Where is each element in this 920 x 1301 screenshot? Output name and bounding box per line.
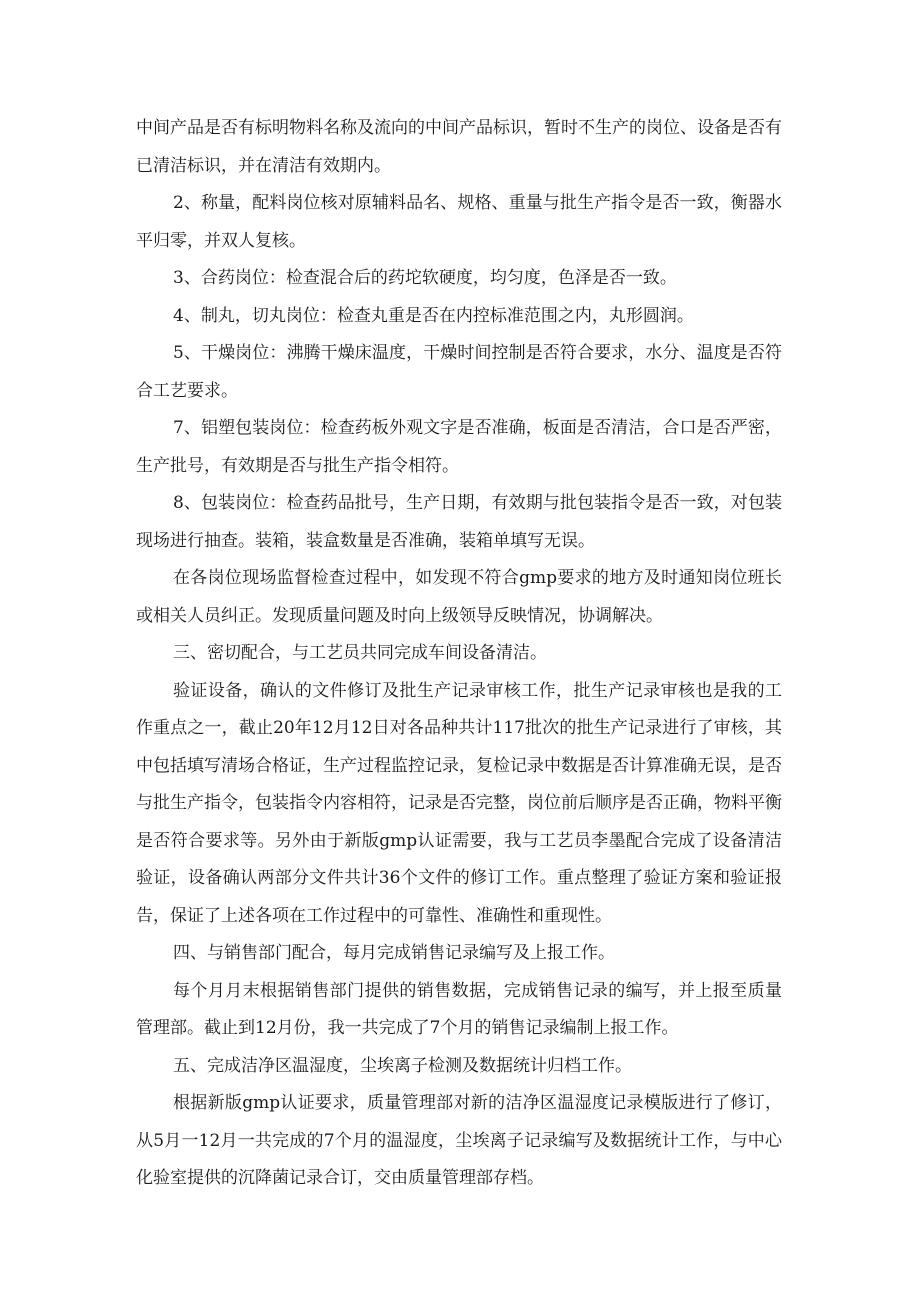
paragraph-blister-packaging: 7、铝塑包装岗位：检查药板外观文字是否准确，板面是否清洁，合口是否严密，生产批号，有效期是否与批生产指令相符。 <box>136 418 782 476</box>
section-heading-4: 四、与销售部门配合，每月完成销售记录编写及上报工作。 <box>173 943 615 963</box>
section-heading-5: 五、完成洁净区温湿度，尘埃离子检测及数据统计归档工作。 <box>173 1055 632 1076</box>
paragraph-pill-making: 4、制丸，切丸岗位：检查丸重是否在内控标准范围之内，丸形圆润。 <box>173 305 694 326</box>
document-body <box>136 110 782 1198</box>
paragraph-cleanroom-records: 根据新版gmp认证要求，质量管理部对新的洁净区温湿度记录模版进行了修订，从5月一12月一共完成的7个月的温湿度，尘埃离子记录编写及数据统计工作，与中心化验室提供的沉降菌记录合订，交由质量管理部存档。 <box>136 1093 782 1188</box>
paragraph-packaging: 8、包装岗位：检查药品批号，生产日期，有效期与批包装指令是否一致，对包装现场进行抽查。装箱，装盒数量是否准确，装箱单填写无误。 <box>136 493 782 551</box>
paragraph-mixing: 3、合药岗位：检查混合后的药坨软硬度，均匀度，色泽是否一致。 <box>173 268 677 288</box>
paragraph-weighing: 2、称量，配料岗位核对原辅料品名、规格、重量与批生产指令是否一致，衡器水平归零，并双人复核。 <box>136 193 782 251</box>
paragraph-intermediate-product-labels: 中间产品是否有标明物料名称及流向的中间产品标识，暂时不生产的岗位、设备是否有已清洁标识，并在清洁有效期内。 <box>136 118 782 176</box>
section-heading-3: 三、密切配合，与工艺员共同完成车间设备清洁。 <box>173 643 547 663</box>
paragraph-validation-review: 验证设备，确认的文件修订及批生产记录审核工作，批生产记录审核也是我的工作重点之一，截止20年12月12日对各品种共计117批次的批生产记录进行了审核，其中包括填写清场合格证，生产过程监控记录，复检记录中数据是否计算准确无误，是否与批生产指令，包装指令内容相符，记录是否完整，岗位前后顺序是否正确，物料平衡是否符合要求等。另外由于新版gmp认证需要，我与工艺员李墨配合完成了设备清洁验证，设备确认两部分文件共计36个文件的修订工作。重点整理了验证方案和验证报告，保证了上述各项在工作过程中的可靠性、准确性和重现性。 <box>136 680 782 926</box>
paragraph-drying: 5、干燥岗位：沸腾干燥床温度，干燥时间控制是否符合要求，水分、温度是否符合工艺要求。 <box>136 343 782 401</box>
paragraph-sales-records: 每个月月末根据销售部门提供的销售数据，完成销售记录的编写，并上报至质量管理部。截止到12月份，我一共完成了7个月的销售记录编制上报工作。 <box>136 980 782 1038</box>
paragraph-on-site-supervision: 在各岗位现场监督检查过程中，如发现不符合gmp要求的地方及时通知岗位班长或相关人员纠正。发现质量问题及时向上级领导反映情况，协调解决。 <box>136 568 782 626</box>
